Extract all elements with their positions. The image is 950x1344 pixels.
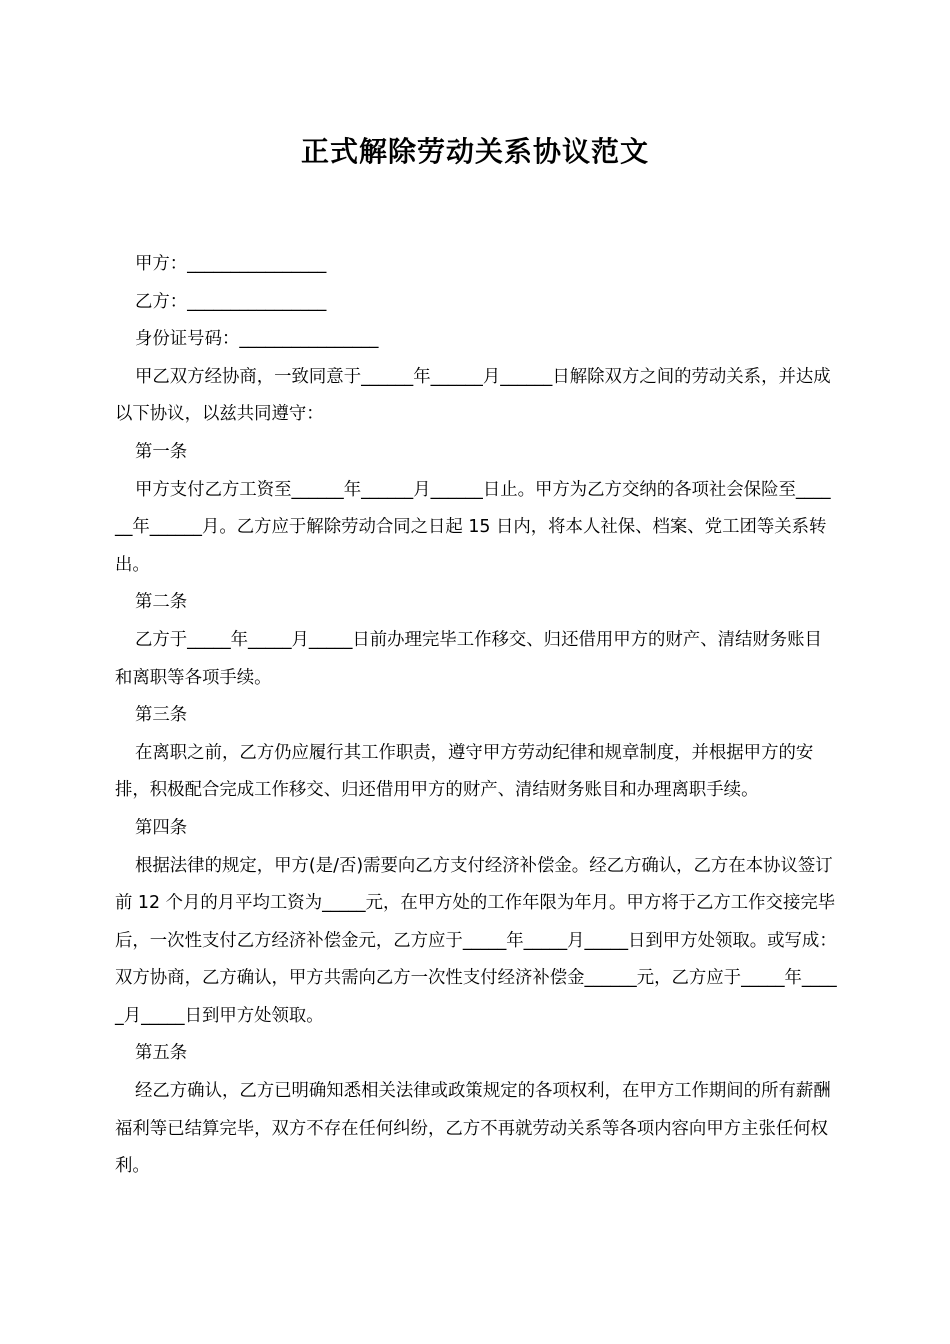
article-1-paragraph: 甲方支付乙方工资至______年______月______日止。甲方为乙方交纳的各项社会保险至______年______月。乙方应于解除劳动合同之日起 15 日内，将本人社保、档案、党工团等关系转出。 <box>115 479 831 575</box>
article-5-paragraph: 经乙方确认，乙方已明确知悉相关法律或政策规定的各项权利，在甲方工作期间的所有薪酬福利等已结算完毕，双方不存在任何纠纷，乙方不再就劳动关系等各项内容向甲方主张任何权利。 <box>115 1081 831 1177</box>
article-3-heading: 第三条 <box>135 705 188 726</box>
party-a-line: 甲方：________________ <box>135 254 327 274</box>
id-number-line: 身份证号码：________________ <box>135 329 379 350</box>
article-4-paragraph: 根据法律的规定，甲方(是/否)需要向乙方支付经济补偿金。经乙方确认，乙方在本协议签订前 12 个月的月平均工资为_____元，在甲方处的工作年限为年月。甲方将于乙方工作交接完毕后，一次性支付乙方经济补偿金元，乙方应于_____年_____月_____日到甲方处领取。或写成：双方协商，乙方确认，甲方共需向乙方一次性支付经济补偿金______元，乙方应于_____年_____月_____日到甲方处领取。 <box>115 855 837 1026</box>
document-body <box>115 246 837 1186</box>
article-5-heading: 第五条 <box>135 1043 188 1064</box>
party-b-line: 乙方：________________ <box>135 291 327 312</box>
article-1-heading: 第一条 <box>135 441 188 462</box>
article-2-heading: 第二条 <box>135 592 188 613</box>
article-4-heading: 第四条 <box>135 817 188 838</box>
article-2-paragraph: 乙方于_____年_____月_____日前办理完毕工作移交、归还借用甲方的财产、清结财务账目和离职等各项手续。 <box>115 629 822 688</box>
document-title: 正式解除劳动关系协议范文 <box>300 135 649 168</box>
article-3-paragraph: 在离职之前，乙方仍应履行其工作职责，遵守甲方劳动纪律和规章制度，并根据甲方的安排，积极配合完成工作移交、归还借用甲方的财产、清结财务账目和办理离职手续。 <box>115 742 814 801</box>
preamble-paragraph: 甲乙双方经协商，一致同意于______年______月______日解除双方之间的劳动关系，并达成以下协议，以兹共同遵守： <box>115 366 831 425</box>
